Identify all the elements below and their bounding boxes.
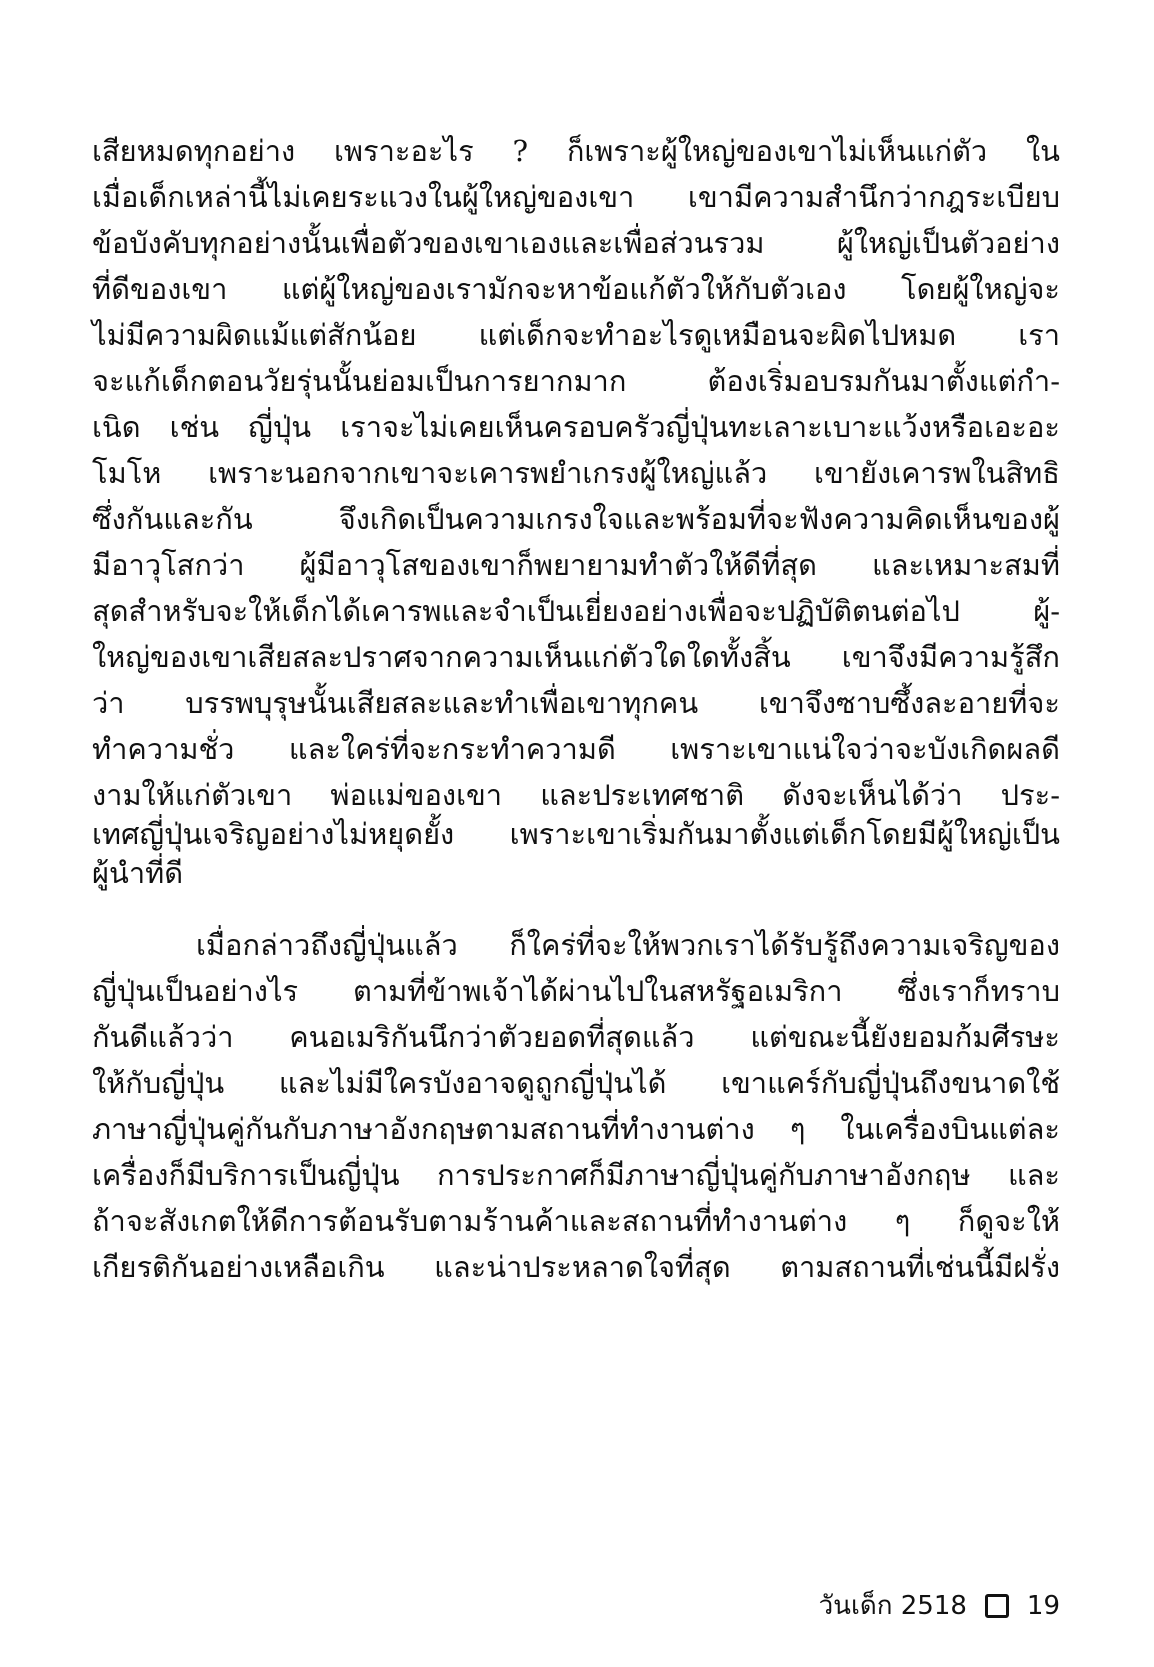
square-box-icon bbox=[985, 1594, 1009, 1618]
text-line: ทำความชั่ว และใคร่ที่จะกระทำความดี เพราะเขาแน่ใจว่าจะบังเกิดผลดี bbox=[92, 732, 1060, 766]
text-line: ญี่ปุ่นเป็นอย่างไร ตามที่ข้าพเจ้าได้ผ่านไปในสหรัฐอเมริกา ซึ่งเราก็ทราบ bbox=[92, 974, 1060, 1008]
text-line: ซึ่งกันและกัน จึงเกิดเป็นความเกรงใจและพร้อมที่จะฟังความคิดเห็นของผู้ bbox=[92, 502, 1060, 536]
paragraph-1 bbox=[92, 128, 1060, 896]
body-text bbox=[92, 128, 1060, 1290]
text-line: กันดีแล้วว่า คนอเมริกันนึกว่าตัวยอดที่สุดแล้ว แต่ขณะนี้ยังยอมก้มศีรษะ bbox=[92, 1020, 1060, 1054]
footer-title: วันเด็ก 2518 bbox=[818, 1591, 967, 1621]
text-line: เทศญี่ปุ่นเจริญอย่างไม่หยุดยั้ง เพราะเขาเริ่มกันมาตั้งแต่เด็กโดยมีผู้ใหญ่เป็น bbox=[92, 817, 1060, 851]
text-line: มีอาวุโสกว่า ผู้มีอาวุโสของเขาก็พยายามทำตัวให้ดีที่สุด และเหมาะสมที่ bbox=[92, 548, 1060, 582]
text-line: ไม่มีความผิดแม้แต่สักน้อย แต่เด็กจะทำอะไรดูเหมือนจะผิดไปหมด เรา bbox=[92, 318, 1060, 352]
paragraph-2 bbox=[92, 922, 1060, 1290]
text-line: เกียรติกันอย่างเหลือเกิน และน่าประหลาดใจที่สุด ตามสถานที่เช่นนี้มีฝรั่ง bbox=[92, 1250, 1060, 1284]
text-line: สุดสำหรับจะให้เด็กได้เคารพและจำเป็นเยี่ยงอย่างเพื่อจะปฏิบัติตนต่อไป ผู้- bbox=[92, 594, 1060, 628]
text-line: เมื่อกล่าวถึงญี่ปุ่นแล้ว ก็ใคร่ที่จะให้พวกเราได้รับรู้ถึงความเจริญของ bbox=[196, 928, 1060, 962]
text-line: ภาษาญี่ปุ่นคู่กันกับภาษาอังกฤษตามสถานที่ทำงานต่าง ๆ ในเครื่องบินแต่ละ bbox=[92, 1112, 1060, 1146]
text-line: ข้อบังคับทุกอย่างนั้นเพื่อตัวของเขาเองและเพื่อส่วนรวม ผู้ใหญ่เป็นตัวอย่าง bbox=[92, 226, 1060, 260]
text-line: ว่า บรรพบุรุษนั้นเสียสละและทำเพื่อเขาทุกคน เขาจึงซาบซึ้งละอายที่จะ bbox=[92, 686, 1060, 720]
text-line: ถ้าจะสังเกตให้ดีการต้อนรับตามร้านค้าและสถานที่ทำงานต่าง ๆ ก็ดูจะให้ bbox=[92, 1204, 1060, 1238]
text-line: งามให้แก่ตัวเขา พ่อแม่ของเขา และประเทศชาติ ดังจะเห็นได้ว่า ประ- bbox=[92, 778, 1060, 812]
text-line: ให้กับญี่ปุ่น และไม่มีใครบังอาจดูถูกญี่ปุ่นได้ เขาแคร์กับญี่ปุ่นถึงขนาดใช้ bbox=[92, 1066, 1060, 1100]
text-line: ใหญ่ของเขาเสียสละปราศจากความเห็นแก่ตัวใดใดทั้งสิ้น เขาจึงมีความรู้สึก bbox=[92, 640, 1060, 674]
page-footer bbox=[819, 1585, 1060, 1626]
text-line: โมโห เพราะนอกจากเขาจะเคารพยำเกรงผู้ใหญ่แล้ว เขายังเคารพในสิทธิ bbox=[92, 456, 1060, 490]
text-line: เสียหมดทุกอย่าง เพราะอะไร ? ก็เพราะผู้ใหญ่ของเขาไม่เห็นแก่ตัว ใน bbox=[92, 134, 1060, 168]
text-line: ผู้นำที่ดี bbox=[92, 856, 184, 890]
text-line: เมื่อเด็กเหล่านี้ไม่เคยระแวงในผู้ใหญ่ของเขา เขามีความสำนึกว่ากฎระเบียบ bbox=[92, 180, 1060, 214]
text-line: ที่ดีของเขา แต่ผู้ใหญ่ของเรามักจะหาข้อแก้ตัวให้กับตัวเอง โดยผู้ใหญ่จะ bbox=[92, 272, 1060, 306]
text-line: จะแก้เด็กตอนวัยรุ่นนั้นย่อมเป็นการยากมาก ต้องเริ่มอบรมกันมาตั้งแต่กำ- bbox=[92, 364, 1060, 398]
text-line: เนิด เช่น ญี่ปุ่น เราจะไม่เคยเห็นครอบครัวญี่ปุ่นทะเลาะเบาะแว้งหรือเอะอะ bbox=[92, 410, 1060, 444]
page-number: 19 bbox=[1026, 1590, 1060, 1621]
text-line: เครื่องก็มีบริการเป็นญี่ปุ่น การประกาศก็มีภาษาญี่ปุ่นคู่กับภาษาอังกฤษ และ bbox=[92, 1158, 1060, 1192]
